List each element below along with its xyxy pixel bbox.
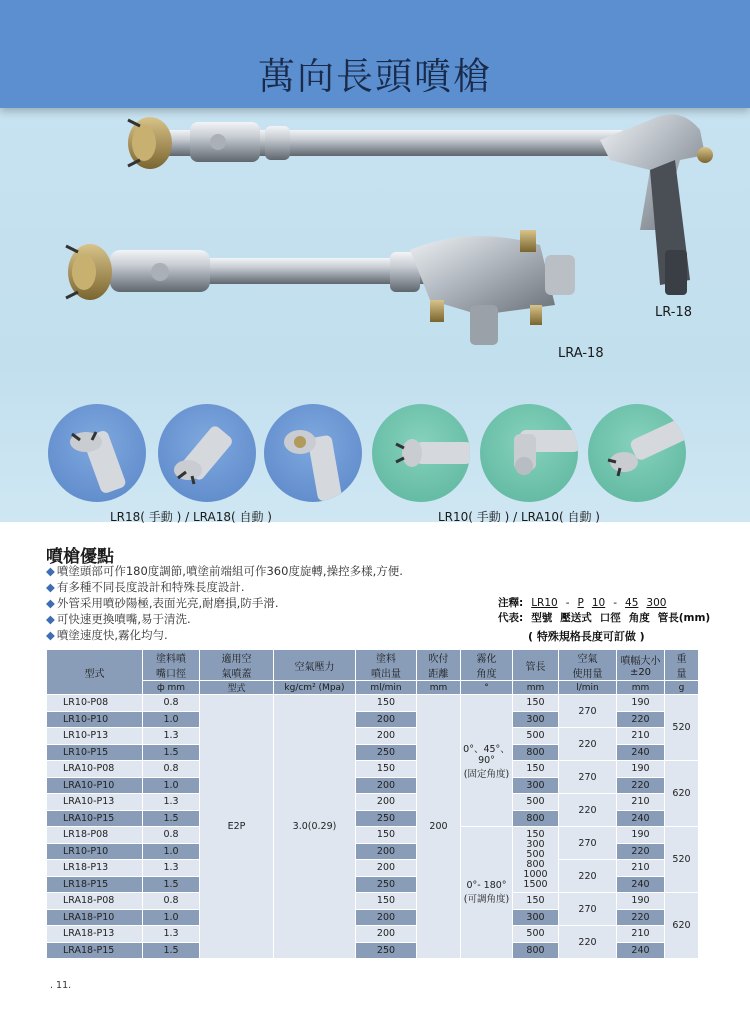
unit-length: mm	[513, 681, 559, 695]
cell-length: 150	[513, 893, 559, 910]
feature-item: ◆ 有多種不同長度設計和特殊長度設計.	[46, 580, 245, 594]
cell-distance: 200	[417, 695, 461, 959]
cell-model: LRA10-P08	[47, 761, 143, 778]
cell-model: LR18-P15	[47, 876, 143, 893]
cell-nozzle: 1.0	[143, 777, 200, 794]
nozzle-detail-6	[588, 404, 686, 502]
cell-width: 190	[617, 893, 665, 910]
spec-table	[46, 649, 699, 959]
meaning-angle: 角度	[628, 612, 650, 624]
cell-output: 250	[356, 744, 417, 761]
unit-angle: °	[461, 681, 513, 695]
cell-nozzle: 0.8	[143, 761, 200, 778]
header-width: 噴幅大小 ±20	[617, 650, 665, 681]
header-air: 空氣 使用量	[559, 650, 617, 681]
unit-cap: 型式	[200, 681, 274, 695]
cell-nozzle: 1.0	[143, 909, 200, 926]
nozzle-detail-3	[264, 404, 362, 502]
cell-length: 800	[513, 744, 559, 761]
cell-nozzle: 1.3	[143, 728, 200, 745]
cell-output: 150	[356, 893, 417, 910]
code-angle: 45	[625, 597, 639, 609]
header-cap: 適用空 氣噴蓋	[200, 650, 274, 681]
cell-pressure: 3.0(0.29)	[274, 695, 356, 959]
cell-model: LRA10-P13	[47, 794, 143, 811]
cell-model: LR10-P10	[47, 711, 143, 728]
cell-width: 240	[617, 942, 665, 959]
code-sep: -	[613, 597, 618, 609]
unit-pressure: kg/cm² (Mpa)	[274, 681, 356, 695]
header-angle: 霧化 角度	[461, 650, 513, 681]
meaning-length: 管長(mm)	[657, 612, 711, 624]
group-caption-lr18: LR18( 手動 ) / LRA18( 自動 )	[110, 510, 272, 524]
table-row	[47, 728, 699, 745]
table-row	[47, 827, 699, 844]
cell-air: 220	[559, 926, 617, 959]
cell-air: 270	[559, 827, 617, 860]
feature-item: ◆ 噴塗速度快,霧化均勻.	[46, 628, 168, 642]
cell-width: 210	[617, 728, 665, 745]
cell-output: 200	[356, 860, 417, 877]
cell-width: 240	[617, 744, 665, 761]
cell-weight: 620	[665, 761, 699, 827]
unit-nozzle: ф mm	[143, 681, 200, 695]
cell-output: 200	[356, 926, 417, 943]
header-nozzle: 塗料噴 嘴口徑	[143, 650, 200, 681]
meaning-pressure-feed: 壓送式	[560, 612, 592, 624]
cell-length: 150	[513, 761, 559, 778]
unit-output: ml/min	[356, 681, 417, 695]
cell-width: 220	[617, 909, 665, 926]
cell-air: 220	[559, 794, 617, 827]
features-list	[46, 563, 403, 643]
table-row	[47, 926, 699, 943]
cell-output: 200	[356, 794, 417, 811]
cell-model: LR10-P15	[47, 744, 143, 761]
table-row	[47, 695, 699, 712]
cell-width: 190	[617, 695, 665, 712]
note-label: 代表:	[498, 612, 524, 624]
cell-length: 150	[513, 695, 559, 712]
table-row	[47, 794, 699, 811]
cell-model: LRA18-P13	[47, 926, 143, 943]
unit-weight: g	[665, 681, 699, 695]
cell-model: LRA18-P10	[47, 909, 143, 926]
cell-width: 210	[617, 860, 665, 877]
cell-weight: 520	[665, 695, 699, 761]
cell-output: 200	[356, 843, 417, 860]
cell-model: LRA10-P15	[47, 810, 143, 827]
cell-model: LR10-P08	[47, 695, 143, 712]
code-series: LR10	[531, 597, 558, 609]
feature-item: ◆ 可快速更換噴嘴,易于清洗.	[46, 612, 191, 626]
cell-output: 250	[356, 810, 417, 827]
cell-nozzle: 1.3	[143, 926, 200, 943]
header-weight: 重 量	[665, 650, 699, 681]
cell-model: LR10-P13	[47, 728, 143, 745]
cell-nozzle: 0.8	[143, 695, 200, 712]
cell-air: 220	[559, 728, 617, 761]
meaning-bore: 口徑	[599, 612, 621, 624]
page-title: 萬向長頭噴槍	[258, 55, 492, 98]
special-order-note: ( 特殊規格長度可訂做 )	[528, 630, 645, 643]
header-model: 型式	[47, 650, 143, 695]
cell-weight: 620	[665, 893, 699, 959]
cell-output: 250	[356, 876, 417, 893]
cell-width: 240	[617, 876, 665, 893]
code-bore: 10	[591, 597, 606, 609]
cell-air: 270	[559, 695, 617, 728]
cell-width: 210	[617, 794, 665, 811]
unit-width: mm	[617, 681, 665, 695]
cell-air: 270	[559, 761, 617, 794]
cell-model: LRA18-P15	[47, 942, 143, 959]
note-label: 注釋:	[498, 597, 524, 609]
features-heading: 噴槍優點	[46, 547, 114, 567]
meaning-model: 型號	[531, 612, 553, 624]
cell-length: 300	[513, 777, 559, 794]
header-pressure: 空氣壓力	[274, 650, 356, 681]
cell-nozzle: 0.8	[143, 893, 200, 910]
nozzle-detail-1	[48, 404, 146, 502]
cell-output: 150	[356, 827, 417, 844]
nozzle-detail-5	[480, 404, 578, 502]
cell-width: 190	[617, 761, 665, 778]
cell-length: 500	[513, 728, 559, 745]
cell-width: 190	[617, 827, 665, 844]
table-row	[47, 860, 699, 877]
cell-nozzle: 1.5	[143, 744, 200, 761]
cell-nozzle: 1.0	[143, 711, 200, 728]
cell-model: LRA18-P08	[47, 893, 143, 910]
cell-cap: E2P	[200, 695, 274, 959]
cell-nozzle: 1.5	[143, 810, 200, 827]
cell-angle-fixed: 0°、45°、 90° (固定角度)	[461, 695, 513, 827]
model-code-note	[498, 596, 710, 644]
cell-length: 800	[513, 810, 559, 827]
model-label-lr18: LR-18	[655, 305, 692, 320]
cell-model: LR18-P13	[47, 860, 143, 877]
page-number: . 11.	[50, 980, 72, 991]
spec-table-body	[47, 695, 699, 959]
code-type: P	[577, 597, 584, 609]
cell-output: 200	[356, 909, 417, 926]
group-caption-lr10: LR10( 手動 ) / LRA10( 自動 )	[438, 510, 600, 524]
table-row	[47, 761, 699, 778]
cell-output: 250	[356, 942, 417, 959]
feature-item: ◆ 外管采用噴砂陽極,表面光亮,耐磨損,防手滑.	[46, 596, 279, 610]
model-label-lra18: LRA-18	[558, 346, 604, 361]
cell-output: 200	[356, 728, 417, 745]
cell-length-lr18: 150 300 500 800 1000 1500	[513, 827, 559, 893]
cell-length: 500	[513, 926, 559, 943]
cell-length: 800	[513, 942, 559, 959]
cell-output: 150	[356, 695, 417, 712]
cell-width: 220	[617, 777, 665, 794]
cell-nozzle: 1.3	[143, 794, 200, 811]
cell-length: 500	[513, 794, 559, 811]
header-output: 塗料 噴出量	[356, 650, 417, 681]
cell-air: 220	[559, 860, 617, 893]
code-sep: -	[565, 597, 570, 609]
cell-model: LR10-P10	[47, 843, 143, 860]
cell-length: 300	[513, 711, 559, 728]
unit-distance: mm	[417, 681, 461, 695]
unit-air: l/min	[559, 681, 617, 695]
cell-model: LR18-P08	[47, 827, 143, 844]
cell-nozzle: 0.8	[143, 827, 200, 844]
table-row	[47, 893, 699, 910]
cell-nozzle: 1.0	[143, 843, 200, 860]
cell-model: LRA10-P10	[47, 777, 143, 794]
code-length: 300	[646, 597, 667, 609]
feature-item: ◆ 噴塗頭部可作180度調節,噴塗前端組可作360度旋轉,操控多樣,方便.	[46, 564, 403, 578]
cell-output: 200	[356, 777, 417, 794]
header-distance: 吹付 距離	[417, 650, 461, 681]
cell-air: 270	[559, 893, 617, 926]
header-length: 管長	[513, 650, 559, 681]
cell-weight: 520	[665, 827, 699, 893]
spray-gun-illustration	[0, 100, 750, 390]
cell-angle-adjust: 0°- 180° (可調角度)	[461, 827, 513, 959]
cell-nozzle: 1.5	[143, 876, 200, 893]
cell-width: 220	[617, 843, 665, 860]
cell-nozzle: 1.3	[143, 860, 200, 877]
nozzle-detail-4	[372, 404, 470, 502]
cell-output: 200	[356, 711, 417, 728]
cell-output: 150	[356, 761, 417, 778]
nozzle-detail-2	[158, 404, 256, 502]
cell-width: 240	[617, 810, 665, 827]
cell-width: 220	[617, 711, 665, 728]
cell-width: 210	[617, 926, 665, 943]
cell-nozzle: 1.5	[143, 942, 200, 959]
cell-length: 300	[513, 909, 559, 926]
lra18-gun	[66, 230, 575, 345]
